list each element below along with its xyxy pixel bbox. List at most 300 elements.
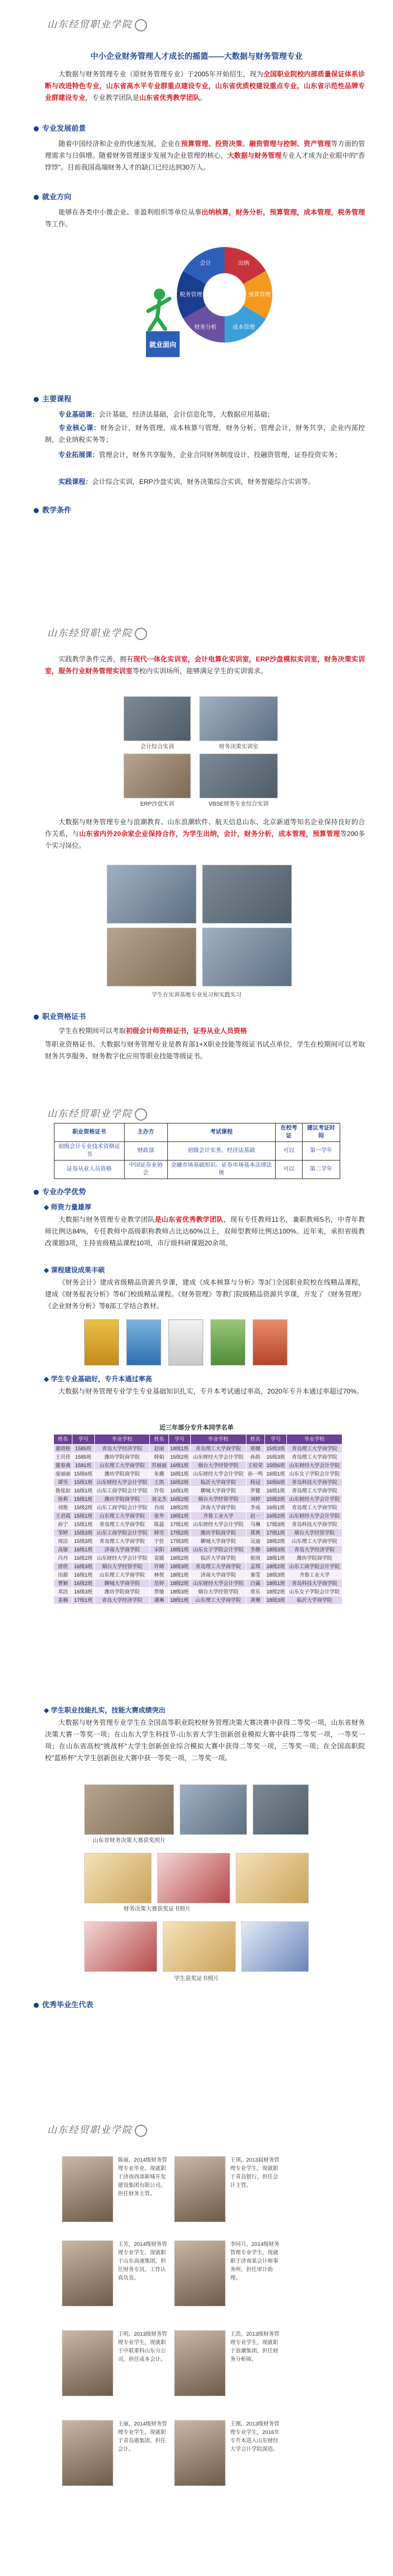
- upgrade-table: [53, 1434, 342, 1605]
- alumni-card: [174, 2240, 281, 2306]
- table-cell: 青岛理工大学商学院: [94, 1537, 150, 1546]
- table-cell: 潍坊学院商学院: [94, 1588, 150, 1596]
- table-cell: 齐鲁工业大学: [287, 1571, 342, 1579]
- seal-icon: [135, 2125, 147, 2137]
- course-item: 实践课程：会计综合实训，ERP沙盘实训，财务决策综合实训，财务智能综合实训等。: [58, 478, 315, 486]
- table-cell: 聊城大学商学院: [94, 1579, 150, 1588]
- table-cell: 18级3班: [264, 1546, 286, 1554]
- table-header: 姓名: [150, 1435, 168, 1445]
- table-cell: 16级1班: [72, 1546, 94, 1554]
- alumni-photo: [62, 2420, 113, 2486]
- table-cell: 刘婷: [246, 1495, 264, 1504]
- table-cell: 15级2班: [264, 1495, 286, 1504]
- table-cell: 山东工商学院会计学院: [287, 1563, 342, 1571]
- table-cell: 烟台大学经管学院: [287, 1529, 342, 1537]
- sheet-alumni: [0, 1993, 393, 2576]
- table-cell: 16级1班: [264, 1504, 286, 1512]
- table-header: 职业资格证书: [54, 1123, 125, 1142]
- alumni-photo: [62, 2156, 113, 2222]
- seal-icon: [135, 628, 147, 640]
- table-cell: 山东工商学院会计学院: [94, 1504, 150, 1512]
- table-cell: 青岛理工大学商学院: [287, 1487, 342, 1495]
- table-header: 学号: [168, 1435, 190, 1445]
- certificates-paragraph-cont: 等职业资格证书。大数据与财务管理专业是教育部1+X职业技能等级证书试点单位，学生在校期间可以考取财务共享服务、财务数字化应用等职业技能等级证书。: [45, 1040, 365, 1060]
- table-cell: 山东理工大学商学院: [94, 1461, 150, 1470]
- certificate-photo: [236, 1853, 309, 1903]
- table-cell: 17级2班: [168, 1529, 190, 1537]
- table-cell: 王凯: [150, 1478, 168, 1487]
- table-cell: 烟台大学经管学院: [191, 1588, 246, 1596]
- section-teaching: 教学条件: [34, 504, 71, 517]
- table-cell: 孙韵: [246, 1453, 264, 1461]
- table-cell: 18级2班: [168, 1504, 190, 1512]
- table-row: [54, 1487, 342, 1495]
- bullet-icon: [34, 397, 39, 402]
- internship-photo: [107, 865, 196, 924]
- table-cell: 聊城大学商学院: [191, 1537, 246, 1546]
- table-cell: 韩娟: [150, 1453, 168, 1461]
- bullet-icon: [34, 1015, 39, 1020]
- table-cell: 郑爽: [246, 1529, 264, 1537]
- alumni-bio: 王芳，2014级财务管理专业学生，现就职于山东高速集团，担任财务专员，工作认真负责。: [118, 2241, 167, 2281]
- alumni-bio: 李同月，2014级财务管理专业学生，现就职于济南某会计师事务所，担任审计助理。: [230, 2241, 280, 2281]
- table-cell: 王君霞: [54, 1512, 72, 1520]
- table-cell: 谭雪: [54, 1478, 72, 1487]
- table-header-row: [54, 1435, 342, 1445]
- table-cell: 青岛大学经济学院: [287, 1546, 342, 1554]
- table-cell: 山东女子学院会计学院: [287, 1470, 342, 1478]
- table-cell: 山东财经大学会计学院: [287, 1512, 342, 1520]
- table-cell: 唐欣: [54, 1563, 72, 1571]
- table-cell: 宋阳: [150, 1546, 168, 1554]
- table-cell: 烟台大学经管学院: [191, 1495, 246, 1504]
- course-item: 专业拓展课：管理会计，财务共享服务，企业合同财务制度设计，投融资管理，证券投资实务；: [58, 451, 342, 459]
- background-paragraph: 随着中国经济和企业的快速发展，企业在预算管理、投资决策、融资管理与控制、资产管理等方面的管理需求与日俱增。随着财务管理逐步发展为企业管理的核心，大数据与财务管理专业人才成为企业眼中的"香饽饽"。目前我国高端财务人才的缺口已经达到30万人。: [45, 140, 365, 171]
- seal-icon: [135, 1108, 147, 1121]
- alumni-card: [62, 2156, 168, 2222]
- table-header: 姓名: [246, 1435, 264, 1445]
- table-cell: 青岛理工大学商学院: [287, 1504, 342, 1512]
- table-cell: 邹婷: [54, 1529, 72, 1537]
- textbook-image: [168, 1319, 203, 1365]
- table-cell: 18级1班: [264, 1554, 286, 1563]
- table-cell: 董晓艳: [54, 1445, 72, 1453]
- certificate-photo: [84, 1921, 157, 1972]
- table-cell: 18级1班: [168, 1571, 190, 1579]
- sheet-intro: [0, 0, 393, 612]
- photo-caption: 山东省财务决策大赛获奖照片: [93, 1838, 166, 1844]
- table-cell: 16级1班: [264, 1470, 286, 1478]
- table-cell: 17级1班: [168, 1520, 190, 1529]
- table-cell: 姜楠: [54, 1596, 72, 1605]
- table-cell: 山东理工大学商学院: [287, 1537, 342, 1546]
- alumni-photo: [174, 2156, 226, 2222]
- section-career: 就业方向: [34, 191, 71, 204]
- alumni-photo: [174, 2240, 226, 2306]
- certificate-photo: [163, 1921, 236, 1972]
- faculty-paragraph: 大数据与财务管理专业教学团队是山东省优秀教学团队，现有专任教师11名，兼职教师5名，中青年教师比例达84%，专任教师中高级职称教师占比达60%以上，双师型教师比例达100%。近年来，承担省级教改课题3项，主持省级精品课程10项，市厅级科研课题20余项。: [45, 1216, 365, 1247]
- table-row: [54, 1537, 342, 1546]
- photo-caption: 会计综合实训: [140, 744, 174, 750]
- table-cell: 许晴: [150, 1563, 168, 1571]
- textbook-image: [211, 1319, 245, 1365]
- table-cell: 许伟: [150, 1487, 168, 1495]
- table-cell: 高敏: [54, 1546, 72, 1554]
- table-cell: 山东财经大学会计学院: [191, 1520, 246, 1529]
- photo-caption: VBSE财务专业综合实训: [208, 801, 269, 807]
- table-cell: 青岛理工大学商学院: [191, 1445, 246, 1453]
- table-cell: 临沂大学商学院: [191, 1554, 246, 1563]
- photo-caption: 学生在实训基地专业见习和实践实习: [152, 992, 241, 998]
- table-cell: 17级3班: [168, 1537, 190, 1546]
- table-cell: 山东工商学院会计学院: [94, 1529, 150, 1537]
- table-cell: 吴迪: [246, 1537, 264, 1546]
- section-alumni: 优秀毕业生代表: [34, 1999, 93, 2012]
- table-cell: 朱璐: [150, 1470, 168, 1478]
- bullet-icon: [34, 1190, 39, 1195]
- table-cell: 17级3班: [264, 1520, 286, 1529]
- table-cell: 烟台大学经管学院: [191, 1461, 246, 1470]
- table-cell: 田甜: [54, 1571, 72, 1579]
- table-cell: 孙一鸣: [246, 1470, 264, 1478]
- table-cell: 杨冠: [246, 1478, 264, 1487]
- table-cell: 孟琪: [246, 1563, 264, 1571]
- table-cell: 16级2班: [72, 1579, 94, 1588]
- bullet-icon: [34, 508, 39, 513]
- table-cell: 潍坊学院商学院: [191, 1529, 246, 1537]
- table-header: 毕业学校: [94, 1435, 150, 1445]
- lab-photo: [124, 753, 191, 798]
- table-cell: 烟台大学经管学院: [94, 1563, 150, 1571]
- seal-icon: [135, 19, 147, 31]
- advantage-sub-heading: ◆ 课程建设成果丰硕: [44, 1266, 105, 1274]
- table-cell: 陈蕊: [150, 1520, 168, 1529]
- table-cell: 18级1班: [264, 1579, 286, 1588]
- table-cell: 青岛理工大学商学院: [287, 1445, 342, 1453]
- textbook-image: [84, 1319, 119, 1365]
- table-cell: 16级1班: [168, 1461, 190, 1470]
- table-cell: 山东财经大学会计学院: [191, 1579, 246, 1588]
- table-row: [54, 1579, 342, 1588]
- school-logo: [47, 2122, 147, 2139]
- table-cell: 16级2班: [264, 1512, 286, 1520]
- table-cell: 林悦: [150, 1571, 168, 1579]
- sheet-upgrade-table: [0, 1421, 393, 1701]
- logo-text: 山东经贸职业学院: [47, 19, 132, 30]
- table-cell: 董春燕: [54, 1461, 72, 1470]
- table-row: 初级会计专业技术资格证书 财政部 初级会计实务、经济法基础 可以 第一学年: [54, 1142, 340, 1161]
- table-cell: 山东财经大学会计学院: [94, 1554, 150, 1563]
- table-row: [54, 1596, 342, 1605]
- table-cell: 临沂大学商学院: [191, 1478, 246, 1487]
- school-logo: [47, 625, 147, 642]
- table-header: 在校考证: [276, 1123, 303, 1142]
- table-header: 学号: [264, 1435, 286, 1445]
- table-cell: 18级2班: [264, 1563, 286, 1571]
- segment-label: 预算管理: [248, 292, 271, 298]
- table-cell: 李成: [246, 1504, 264, 1512]
- certificate-photo: [157, 1853, 230, 1903]
- logo-text: 山东经贸职业学院: [47, 628, 132, 639]
- alumni-bio: 王琪，2013届财务管理专业学生，现就职于青岛银行，担任会计主管。: [230, 2157, 280, 2189]
- table-cell: 15级3班: [264, 1453, 286, 1461]
- alumni-card: [62, 2420, 168, 2486]
- table-header: 学号: [72, 1435, 94, 1445]
- table-cell: 潘琳: [150, 1596, 168, 1605]
- competitions-paragraph: 大数据与财务管理专业学生在全国高等职业院校财务管理决策大赛决赛中获得二等奖一项，山东省财务决策大赛一等奖一项；在山东大学生科技节-山东省大学生创新创业模拟大赛中获得二等奖一项，一等奖一项；在山东省高校"挑战杯"大学生创新创业综合模拟大赛中获得二等奖一项，三等奖一项；在全国高职院校"蓝桥杯"大学生创新创业大赛中获一等奖一项，二等奖一项。: [45, 1719, 365, 1762]
- table-cell: 15级6班: [264, 1461, 286, 1470]
- table-cell: 1585班: [72, 1453, 94, 1461]
- table-cell: 齐鲁工业大学: [191, 1512, 246, 1520]
- table-cell: 16级1班: [72, 1571, 94, 1579]
- table-cell: 18级3班: [168, 1588, 190, 1596]
- table-cell: 青岛理工大学商学院: [287, 1453, 342, 1461]
- table-cell: 邓洁: [54, 1588, 72, 1596]
- career-paragraph: 能够在各类中小微企业、非盈利组织等单位从事出纳核算，财务分析，预算管理，成本管理，税务管理等工作。: [45, 208, 365, 228]
- table-cell: 马琳: [246, 1520, 264, 1529]
- certificates-paragraph: 学生在校期间可以考取初级会计师资格证书，证券从业人员资格: [58, 1027, 248, 1035]
- table-cell: 青岛科技大学商学院: [287, 1579, 342, 1588]
- table-cell: 邢娜: [246, 1445, 264, 1453]
- table-header: 主办方: [124, 1123, 167, 1142]
- alumni-card: [174, 2156, 281, 2222]
- table-row: [54, 1546, 342, 1554]
- table-cell: 18级1班: [168, 1512, 190, 1520]
- table-header: 毕业学校: [191, 1435, 246, 1445]
- table-cell: 18级1班: [168, 1546, 190, 1554]
- photo-caption: 财务决策实训室: [219, 744, 258, 750]
- course-item: 专业核心课：财务会计，财务管理，成本核算与管理，财务分析，管理会计，财务共享，企业内部控制，企业纳税实务等；: [45, 424, 365, 444]
- alumni-photo: [62, 2240, 113, 2306]
- table-cell: 18级1班: [168, 1596, 190, 1605]
- table-cell: 15级1班: [72, 1478, 94, 1487]
- table-cell: 17级1班: [264, 1529, 286, 1537]
- table-cell: 15级3班: [72, 1537, 94, 1546]
- table-cell: 山东理工大学商学院: [94, 1512, 150, 1520]
- table-cell: 15级1班: [72, 1495, 94, 1504]
- table-row: [54, 1470, 342, 1478]
- table-cell: 15级3班: [264, 1445, 286, 1453]
- table-cell: 青岛理工大学商学院: [191, 1563, 246, 1571]
- table-cell: 青岛大学经济学院: [94, 1596, 150, 1605]
- segment-label: 成本管理: [232, 325, 255, 331]
- course-construction-paragraph: 《财务会计》建成省级精品资源共享课，建成《成本核算与分析》等3门全国职业院校在线精品课程，建成《财务报表分析》等6门校级精品课程。《财务管理》等教门院级精品资源共享课，开发了《财务管理》《企业财务分析》等8部工学结合教材。: [45, 1278, 365, 1310]
- table-cell: 山东工商学院会计学院: [94, 1487, 150, 1495]
- bullet-icon: [34, 2003, 39, 2008]
- table-cell: 秦雯: [246, 1571, 264, 1579]
- certificate-photo: [84, 1853, 152, 1903]
- table-cell: 15级1班: [72, 1512, 94, 1520]
- table-cell: 山东财经大学会计学院: [191, 1470, 246, 1478]
- sheet-teaching: [0, 612, 393, 1039]
- table-cell: 16级1班: [168, 1487, 190, 1495]
- table-cell: 潍坊学院商学院: [94, 1470, 150, 1478]
- table-cell: 龚珊: [246, 1596, 264, 1605]
- lab-photo: [124, 696, 191, 741]
- table-cell: 潍坊学院商学院: [94, 1495, 150, 1504]
- table-cell: 15级2班: [72, 1504, 94, 1512]
- table-cell: 16级2班: [72, 1554, 94, 1563]
- table-caption: 近三年部分专升本同学名单: [159, 1424, 234, 1431]
- table-row: 证券从业人员资格 中国证券业协会 金融市场基础知识、证券市场基本法律法规 可以 第二学年: [54, 1161, 340, 1179]
- table-cell: 16级1班: [72, 1487, 94, 1495]
- table-cell: 赵丽: [150, 1445, 168, 1453]
- table-cell: 肖雨: [150, 1504, 168, 1512]
- alumni-bio: 王刚，2013级财务管理专业学生，2016年专升本进入山东财经大学会计学院深造。: [230, 2421, 280, 2452]
- table-cell: 聊城大学商学院: [191, 1487, 246, 1495]
- diagram-center-label: 就业面向: [149, 341, 177, 349]
- table-cell: 青岛理工大学商学院: [94, 1520, 150, 1529]
- alumni-bio: 王浩，2013级财务管理专业学生，现就职于浪潮集团，担任财务分析师。: [230, 2331, 280, 2363]
- table-cell: 济南大学商学院: [191, 1504, 246, 1512]
- lab-photo: [199, 753, 278, 798]
- alumni-bio: 陈丽，2014级财务管理专业毕业，现就职于济南西部新城开发建设集团有限公司，担任财务主管。: [118, 2157, 167, 2197]
- advantage-sub-heading: ◆ 学生职业技能扎实，技能大赛成绩突出: [44, 1706, 166, 1714]
- table-row: [54, 1554, 342, 1563]
- certificate-photo: [241, 1921, 309, 1972]
- textbook-image: [253, 1319, 287, 1365]
- teaching-paragraph: 实践教学条件完善，拥有现代一体化实训室，会计电算化实训室，ERP沙盘模拟实训室，财务决策实训室，服务行业财务管理实训室等校内实训场所，能够满足学生的实训需求。: [45, 655, 365, 675]
- table-cell: 山东财经大学会计学院: [287, 1495, 342, 1504]
- internship-photo: [202, 928, 292, 986]
- table-cell: 16级3班: [72, 1588, 94, 1596]
- award-photo: [84, 1784, 174, 1835]
- table-cell: 18级3班: [264, 1571, 286, 1579]
- table-cell: 山东财经大学会计学院: [191, 1453, 246, 1461]
- textbook-image: [126, 1319, 161, 1365]
- table-cell: 青岛科技大学商学院: [287, 1520, 342, 1529]
- table-cell: 鲁泓如: [54, 1487, 72, 1495]
- bullet-icon: [34, 195, 39, 200]
- alumni-photo: [174, 2420, 226, 2486]
- table-row: [54, 1529, 342, 1537]
- table-cell: 赵一: [246, 1512, 264, 1520]
- table-cell: 15级1班: [72, 1520, 94, 1529]
- alumni-photo: [174, 2330, 226, 2396]
- main-title: 中小企业财务管理人才成长的摇篮——大数据与财务管理专业: [90, 52, 303, 61]
- section-background: 专业发展前景: [34, 122, 86, 135]
- upgrade-table-body: [54, 1445, 342, 1605]
- table-cell: 18级3班: [168, 1563, 190, 1571]
- alumni-card: [62, 2330, 168, 2396]
- sheet-competitions: [0, 1701, 393, 1993]
- sheet-advantages: [0, 1039, 393, 1421]
- table-cell: 16级6班: [264, 1478, 286, 1487]
- segment-label: 出纳: [238, 261, 249, 267]
- table-row: [54, 1445, 342, 1453]
- table-cell: 曹颖: [54, 1579, 72, 1588]
- table-cell: 罗健: [246, 1487, 264, 1495]
- course-item: 专业基础课：会计基础，经济法基础，会计信息化等，大数据应用基础；: [58, 410, 275, 418]
- photo-caption: 学生获奖证书照片: [174, 1976, 219, 1982]
- table-cell: 韩雪: [150, 1529, 168, 1537]
- table-cell: 潍坊学院商学院: [94, 1453, 150, 1461]
- photo-caption: ERP沙盘实训: [140, 801, 175, 807]
- table-cell: 18级3班: [264, 1596, 286, 1605]
- table-cell: 山东理工大学商学院: [94, 1571, 150, 1579]
- table-row: [54, 1495, 342, 1504]
- table-cell: 崔雨: [246, 1554, 264, 1563]
- table-row: [54, 1453, 342, 1461]
- table-header: 建议考证时间: [302, 1123, 340, 1142]
- table-row: [54, 1520, 342, 1529]
- table-cell: 徐莉: [54, 1495, 72, 1504]
- photo-caption: 财务决策大赛获奖证书照片: [124, 1906, 191, 1912]
- advantage-sub-heading: ◆ 师资力量雄厚: [44, 1203, 92, 1211]
- alumni-photo: [62, 2330, 113, 2396]
- table-cell: 白露: [246, 1579, 264, 1588]
- section-courses: 主要课程: [34, 393, 71, 406]
- table-cell: 常乐: [246, 1588, 264, 1596]
- award-photo: [253, 1784, 309, 1835]
- table-cell: 1585班: [72, 1445, 94, 1453]
- alumni-bio: 王明，2013级财务管理专业学生，现就职于中联重科山东分公司，担任成本会计。: [118, 2331, 167, 2363]
- career-diagram: [140, 236, 286, 376]
- table-cell: 16级1班: [264, 1487, 286, 1495]
- table-cell: 17级1班: [72, 1596, 94, 1605]
- table-cell: 18级2班: [264, 1537, 286, 1546]
- alumni-bio: 王丽，2014级财务管理专业学生，现就职于青岛港集团，担任会计。: [118, 2421, 167, 2452]
- table-cell: 18级2班: [264, 1588, 286, 1596]
- internship-photo: [107, 928, 196, 986]
- bullet-icon: [34, 126, 39, 131]
- table-cell: 范婷: [150, 1579, 168, 1588]
- table-cell: 18级2班: [168, 1554, 190, 1563]
- table-cell: 贾敏: [150, 1588, 168, 1596]
- table-cell: 于佳: [150, 1537, 168, 1546]
- table-cell: 济南大学商学院: [94, 1546, 150, 1554]
- table-cell: 15级3班: [72, 1529, 94, 1537]
- table-cell: 15级2班: [168, 1453, 190, 1461]
- cooperation-paragraph: 大数据与财务管理专业与浪潮教育、山东浪潮软件、航天信息山东、北京新道等知名企业保持良好的合作关系，与山东省内外20余家企业保持合作，为学生出纳，会计，财务分析，成本管理，预算管理等200多个实习岗位。: [45, 818, 365, 849]
- school-logo: [47, 1106, 147, 1123]
- table-cell: 王贝佳: [54, 1453, 72, 1461]
- lab-photo: [199, 696, 278, 741]
- table-cell: 16级3班: [72, 1563, 94, 1571]
- certificate-table: [54, 1123, 340, 1179]
- table-cell: 1581班: [72, 1461, 94, 1470]
- table-cell: 刘艳: [54, 1504, 72, 1512]
- table-cell: 山东理工大学商学院: [191, 1596, 246, 1605]
- table-cell: 周洁: [54, 1537, 72, 1546]
- table-cell: 冯丹: [54, 1554, 72, 1563]
- segment-label: 财务分析: [194, 325, 217, 331]
- table-cell: 李静: [246, 1546, 264, 1554]
- table-row: [54, 1512, 342, 1520]
- table-header: 姓名: [54, 1435, 72, 1445]
- segment-label: 税务管理: [180, 292, 202, 298]
- table-cell: 袁媛: [150, 1554, 168, 1563]
- section-certificates: 职业资格证书: [34, 1011, 86, 1024]
- table-row: [54, 1461, 342, 1470]
- alumni-card: [62, 2240, 168, 2306]
- school-logo: [47, 17, 147, 34]
- table-cell: 张华: [150, 1512, 168, 1520]
- table-cell: 苏丽丽: [150, 1461, 168, 1470]
- internship-photo: [202, 865, 292, 924]
- logo-text: 山东经贸职业学院: [47, 1108, 132, 1120]
- table-row: [54, 1563, 342, 1571]
- table-cell: 济南大学商学院: [191, 1571, 246, 1579]
- table-header: 考试课程: [167, 1123, 276, 1142]
- table-header: 毕业学校: [287, 1435, 342, 1445]
- table-cell: 临沂大学商学院: [287, 1596, 342, 1605]
- table-cell: 青岛科技大学商学院: [287, 1478, 342, 1487]
- table-row: [54, 1478, 342, 1487]
- table-cell: 青岛大学经济学院: [94, 1445, 150, 1453]
- segment-label: 会计: [200, 261, 211, 267]
- logo-text: 山东经贸职业学院: [47, 2125, 132, 2136]
